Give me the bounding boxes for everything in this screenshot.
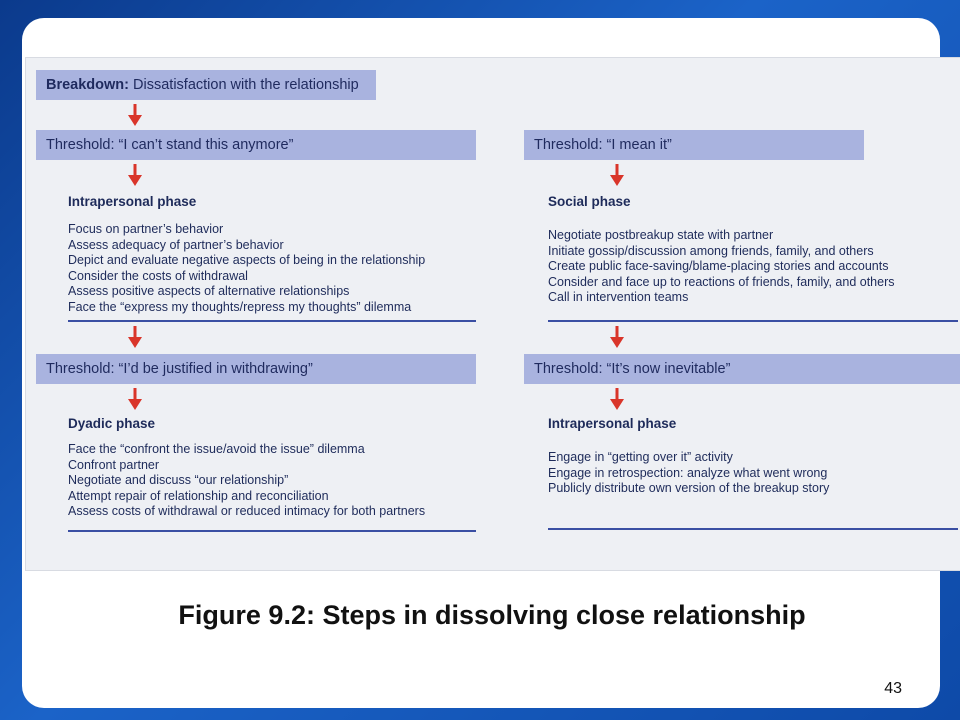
breakdown-text: Dissatisfaction with the relationship — [133, 77, 359, 93]
divider — [548, 528, 958, 530]
phase-title-dyadic: Dyadic phase — [68, 416, 156, 431]
phase-item: Focus on partner’s behavior — [68, 222, 224, 236]
phase-item: Engage in retrospection: analyze what went wrong — [548, 465, 828, 480]
phase-title-social: Social phase — [548, 194, 631, 209]
phase-item: Consider and face up to reactions of friends, family, and others — [548, 274, 895, 289]
phase-item: Publicly distribute own version of the breakup story — [548, 481, 830, 496]
phase-item: Call in intervention teams — [548, 290, 689, 305]
phase-items-list — [68, 222, 478, 316]
threshold-text: “I’d be justified in withdrawing” — [118, 361, 313, 377]
divider — [68, 530, 476, 532]
breakdown-bar — [36, 70, 376, 100]
phase-item: Face the “express my thoughts/repress my thoughts” dilemma — [68, 299, 412, 314]
phase-item: Assess adequacy of partner’s behavior — [68, 237, 284, 252]
threshold-label: Threshold: — [534, 137, 603, 153]
phase-item: Face the “confront the issue/avoid the issue” dilemma — [68, 442, 365, 456]
threshold-text: “I can’t stand this anymore” — [118, 137, 294, 153]
threshold-label: Threshold: — [46, 137, 115, 153]
down-arrow-icon — [128, 104, 142, 126]
threshold-label: Threshold: — [534, 361, 603, 377]
threshold-bar-1 — [36, 130, 476, 160]
divider — [548, 320, 958, 322]
phase-item: Confront partner — [68, 457, 160, 472]
threshold-bar-2 — [36, 354, 476, 384]
phase-title-intrapersonal: Intrapersonal phase — [548, 416, 677, 431]
phase-item: Assess positive aspects of alternative relationships — [68, 284, 350, 299]
phase-item: Negotiate postbreakup state with partner — [548, 228, 774, 242]
figure-caption: Figure 9.2: Steps in dissolving close relationship — [178, 600, 806, 630]
phase-items-list — [68, 442, 478, 520]
threshold-label: Threshold: — [46, 361, 115, 377]
page-number: 43 — [884, 680, 902, 697]
phase-item: Attempt repair of relationship and reconciliation — [68, 488, 329, 503]
down-arrow-icon — [610, 326, 624, 348]
phase-title-intrapersonal: Intrapersonal phase — [68, 194, 197, 209]
down-arrow-icon — [128, 326, 142, 348]
phase-item: Engage in “getting over it” activity — [548, 450, 733, 464]
phase-items-list — [548, 450, 958, 497]
down-arrow-icon — [128, 388, 142, 410]
down-arrow-icon — [128, 164, 142, 186]
phase-item: Initiate gossip/discussion among friends, family, and others — [548, 243, 874, 258]
phase-item: Negotiate and discuss “our relationship” — [68, 473, 289, 488]
phase-item: Assess costs of withdrawal or reduced intimacy for both partners — [68, 504, 426, 519]
threshold-text: “I mean it” — [606, 137, 672, 153]
phase-item: Create public face-saving/blame-placing stories and accounts — [548, 259, 889, 274]
breakdown-label: Breakdown: — [46, 77, 129, 93]
figure-scan — [26, 58, 960, 570]
divider — [68, 320, 476, 322]
phase-item: Consider the costs of withdrawal — [68, 268, 248, 283]
down-arrow-icon — [610, 388, 624, 410]
phase-item: Depict and evaluate negative aspects of being in the relationship — [68, 253, 426, 268]
slide — [22, 18, 940, 708]
threshold-bar-4 — [524, 354, 960, 384]
down-arrow-icon — [610, 164, 624, 186]
threshold-text: “It’s now inevitable” — [606, 361, 731, 377]
threshold-bar-3 — [524, 130, 864, 160]
phase-items-list — [548, 228, 958, 306]
